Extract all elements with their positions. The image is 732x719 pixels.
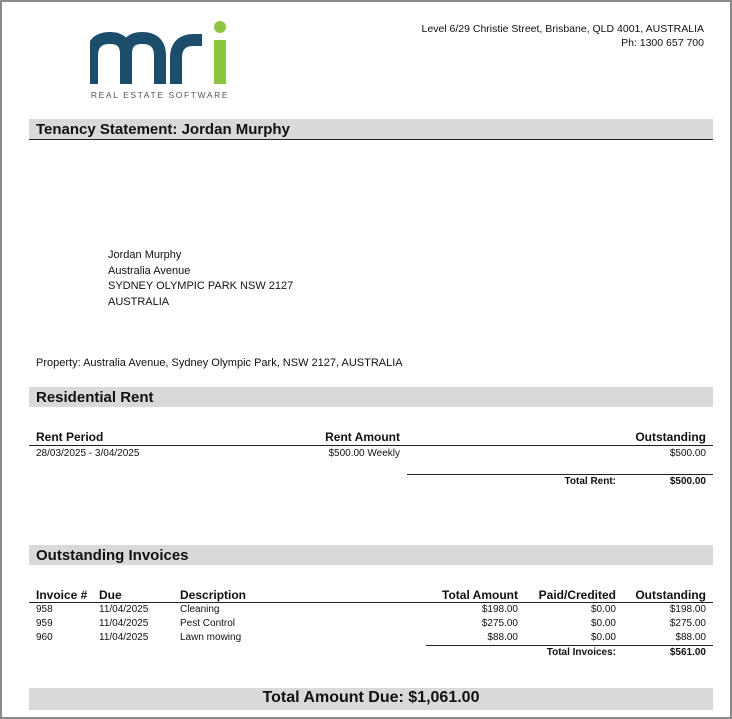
company-address: Level 6/29 Christie Street, Brisbane, QLD 4001, AUSTRALIA: [421, 23, 704, 35]
invoice-row-paid: $0.00: [590, 618, 616, 629]
total-invoices-value: $561.00: [669, 647, 706, 658]
invoice-row-total: $88.00: [487, 632, 518, 643]
invoice-row-description: Pest Control: [180, 618, 236, 629]
rent-row-amount: $500.00 Weekly: [328, 448, 400, 459]
invoice-total-header: Total Amount: [442, 588, 518, 602]
invoice-row-outstanding: $198.00: [669, 604, 706, 615]
invoice-row-paid: $0.00: [590, 604, 616, 615]
rent-outstanding-header: Outstanding: [635, 430, 706, 444]
rent-header-rule: [29, 445, 713, 446]
statement-title-bar: [29, 119, 713, 140]
total-due-bar: [29, 688, 713, 710]
total-rent-value: $500.00: [669, 476, 706, 487]
invoice-row-description: Cleaning: [180, 604, 220, 615]
rent-amount-header: Rent Amount: [325, 430, 400, 444]
invoices-section-title: Outstanding Invoices: [36, 547, 189, 564]
invoice-row-number: 960: [36, 632, 53, 643]
mri-logo-mark: [90, 20, 230, 88]
rent-period-header: Rent Period: [36, 430, 104, 444]
invoice-description-header: Description: [180, 588, 247, 602]
invoice-row-total: $198.00: [481, 604, 518, 615]
invoice-row-number: 959: [36, 618, 53, 629]
invoices-section-bar: [29, 545, 713, 565]
company-address-block: [422, 22, 704, 50]
invoice-outstanding-header: Outstanding: [635, 588, 706, 602]
invoice-row-due: 11/04/2025: [99, 618, 149, 629]
total-rent-label: Total Rent:: [564, 476, 616, 487]
invoice-row-due: 11/04/2025: [99, 632, 149, 643]
invoice-row-total: $275.00: [481, 618, 518, 629]
invoice-row-number: 958: [36, 604, 53, 615]
recipient-street: Australia Avenue: [108, 264, 191, 277]
recipient-address: [108, 248, 293, 310]
company-phone: Ph: 1300 657 700: [621, 37, 704, 49]
invoice-number-header: Invoice #: [36, 588, 88, 602]
invoice-row-outstanding: $275.00: [669, 618, 706, 629]
rent-total-rule: [407, 474, 713, 475]
property-line: Property: Australia Avenue, Sydney Olympic Park, NSW 2127, AUSTRALIA: [36, 357, 403, 369]
total-due: Total Amount Due: $1,061.00: [262, 689, 480, 706]
rent-section-title: Residential Rent: [36, 389, 154, 406]
mri-logo: [90, 20, 230, 104]
rent-row-period: 28/03/2025 - 3/04/2025: [36, 448, 140, 459]
recipient-country: AUSTRALIA: [108, 295, 170, 308]
invoice-row-paid: $0.00: [590, 632, 616, 643]
rent-section-bar: [29, 387, 713, 407]
total-invoices-label: Total Invoices:: [546, 647, 616, 658]
invoice-paid-header: Paid/Credited: [538, 588, 616, 602]
invoice-total-rule: [426, 645, 713, 646]
invoice-due-header: Due: [99, 588, 122, 602]
invoice-row-due: 11/04/2025: [99, 604, 149, 615]
invoice-row-outstanding: $88.00: [675, 632, 706, 643]
logo-tagline: REAL ESTATE SOFTWARE: [90, 90, 230, 100]
invoice-row-description: Lawn mowing: [180, 632, 242, 643]
recipient-suburb: SYDNEY OLYMPIC PARK NSW 2127: [108, 280, 294, 292]
recipient-name: Jordan Murphy: [108, 249, 182, 261]
statement-title: Tenancy Statement: Jordan Murphy: [36, 121, 290, 138]
rent-row-outstanding: $500.00: [669, 448, 706, 459]
invoice-header-rule: [29, 602, 713, 603]
